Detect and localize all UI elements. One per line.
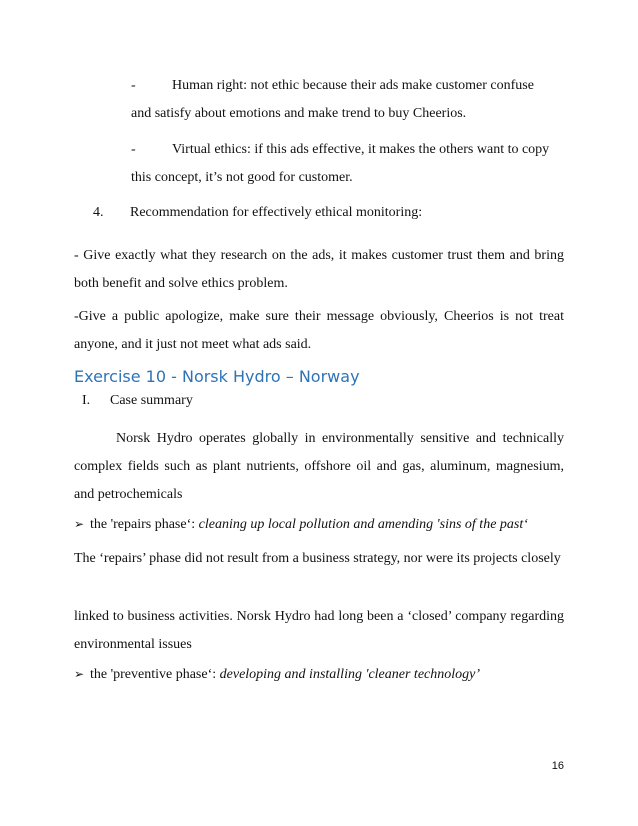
summary-paragraph: Norsk Hydro operates globally in environmentally sensitive and technically complex fields such as plant nutrients, offshore oil and gas, aluminum, magnesium, and petrochemicals	[74, 431, 564, 502]
bullet-dash: -	[131, 142, 136, 157]
bullet-virtual-ethics	[131, 136, 564, 192]
bullet-human-right	[131, 72, 564, 128]
arrow-bullet-icon: ➢	[74, 517, 85, 531]
bullet-dash: -	[131, 78, 136, 93]
section-title: Recommendation for effectively ethical monitoring:	[130, 205, 423, 220]
case-title: Case summary	[110, 393, 193, 408]
repairs-paragraph-1: The ‘repairs’ phase did not result from a business strategy, nor were its projects closely	[74, 551, 561, 566]
phase-description: cleaning up local pollution and amending 'sins of the past‘	[198, 517, 528, 532]
phase-repairs	[74, 510, 564, 539]
phase-label: the 'preventive phase‘:	[90, 667, 220, 682]
section-4-heading	[93, 199, 564, 227]
arrow-bullet-icon: ➢	[74, 667, 85, 681]
page-number: 16	[551, 760, 564, 772]
repairs-paragraph-2: linked to business activities. Norsk Hydro had long been a ‘closed’ company regarding environmental issues	[74, 609, 564, 652]
recommendation-1: - Give exactly what they research on the ads, it makes customer trust them and bring both benefit and solve ethics problem.	[74, 248, 564, 291]
case-summary-heading	[82, 390, 193, 412]
bullet-line: and satisfy about emotions and make trend to buy Cheerios.	[131, 106, 467, 121]
phase-description: developing and installing 'cleaner technology’	[219, 667, 481, 682]
phase-label: the 'repairs phase‘:	[90, 517, 199, 532]
bullet-line: Human right: not ethic because their ads make customer confuse	[172, 78, 534, 93]
exercise-heading: Exercise 10 - Norsk Hydro – Norway	[74, 367, 360, 386]
bullet-line: this concept, it’s not good for customer.	[131, 170, 353, 185]
bullet-line: Virtual ethics: if this ads effective, it makes the others want to copy	[172, 142, 550, 157]
roman-numeral: I.	[82, 393, 91, 408]
phase-preventive	[74, 660, 564, 689]
section-number: 4.	[93, 205, 104, 220]
recommendation-2: -Give a public apologize, make sure their message obviously, Cheerios is not treat anyone, and it just not meet what ads said.	[74, 309, 564, 352]
